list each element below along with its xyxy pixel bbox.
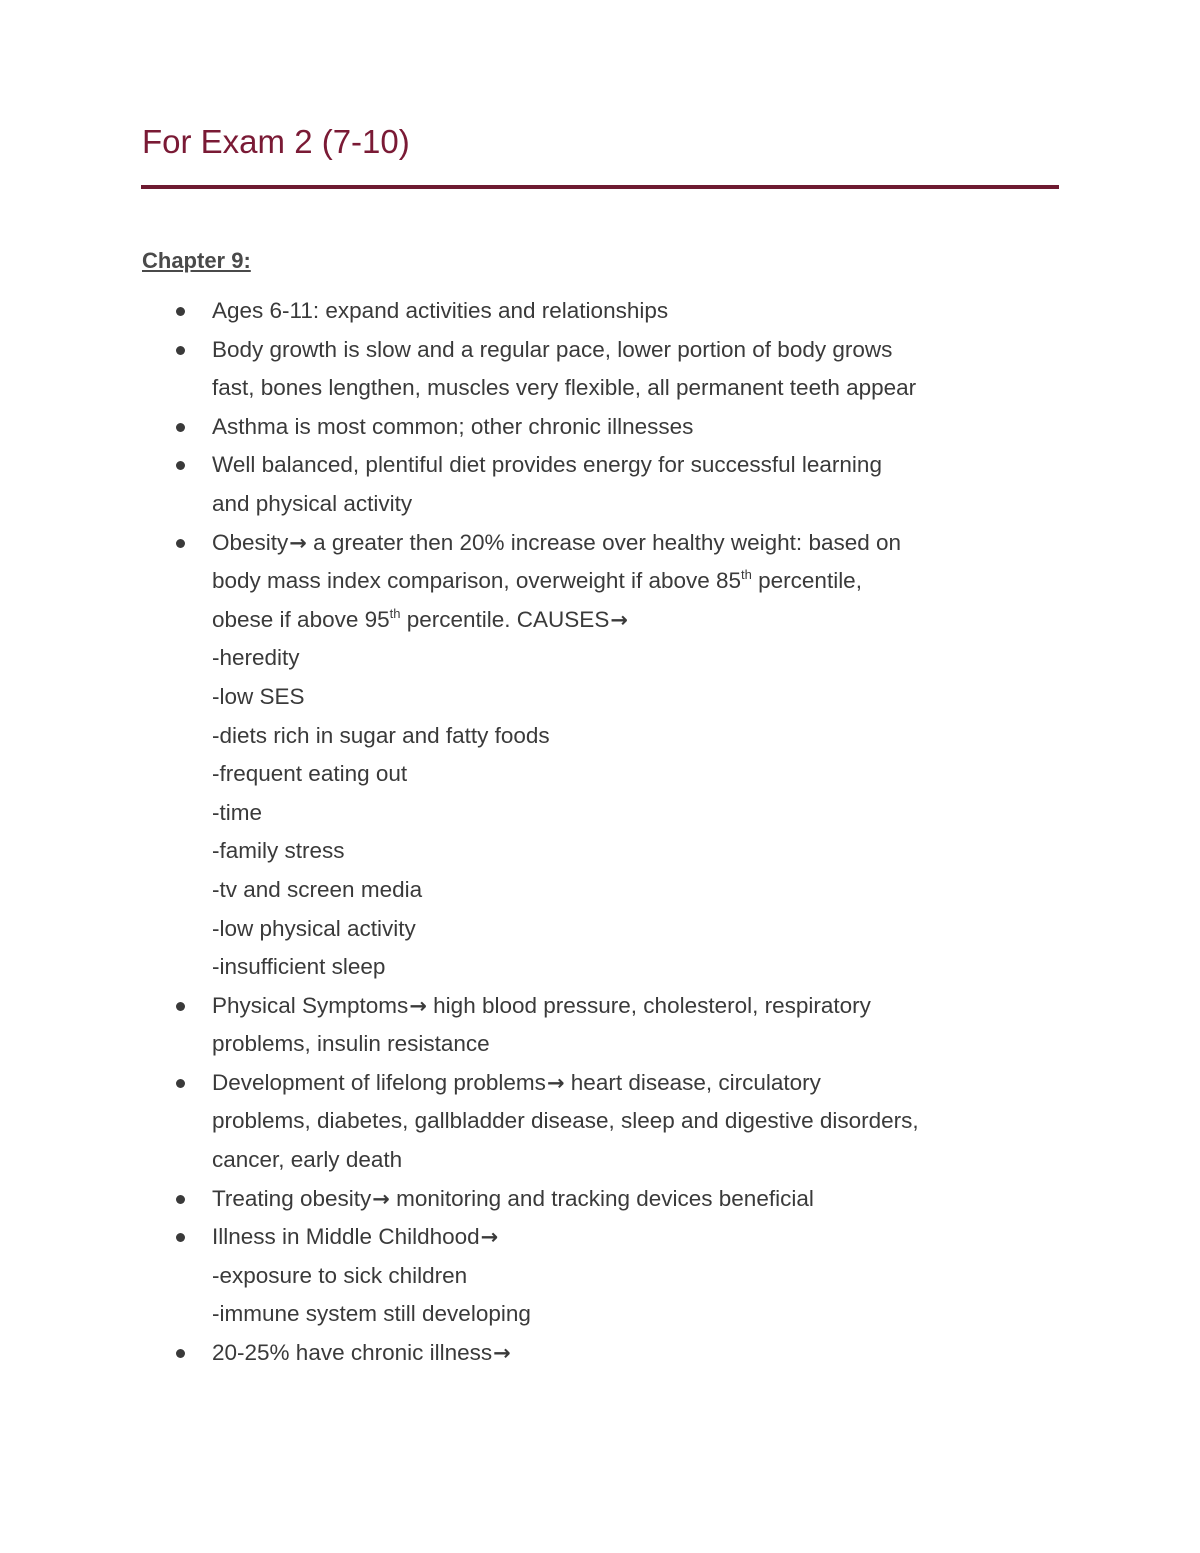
bullet-icon xyxy=(176,307,185,316)
cause-item: -low SES xyxy=(212,683,305,709)
cause-item: -family stress xyxy=(212,838,345,864)
list-item-text: high blood pressure, cholesterol, respiratory xyxy=(426,992,871,1018)
bullet-icon xyxy=(176,1233,185,1242)
bullet-icon xyxy=(176,1002,185,1011)
list-item-text: a greater then 20% increase over healthy weight: based on xyxy=(306,529,902,555)
bullet-list xyxy=(0,292,1200,1373)
bullet-icon xyxy=(176,1195,185,1204)
term-label: Development of lifelong problems xyxy=(212,1069,546,1095)
list-item-line xyxy=(212,1334,1072,1373)
cause-item: -insufficient sleep xyxy=(212,954,386,980)
term-label: Illness in Middle Childhood xyxy=(212,1224,480,1250)
list-item-obesity xyxy=(0,524,1072,987)
list-item xyxy=(0,446,1072,523)
list-item-text: problems, diabetes, gallbladder disease, sleep and digestive disorders, xyxy=(212,1108,919,1134)
cause-item: -heredity xyxy=(212,645,300,671)
list-item xyxy=(0,408,1072,447)
superscript: th xyxy=(389,605,401,621)
list-item-line xyxy=(212,987,1072,1026)
bullet-icon xyxy=(176,346,185,355)
list-item-text: Asthma is most common; other chronic illnesses xyxy=(212,413,694,439)
list-item-line xyxy=(212,1180,1072,1219)
right-arrow-icon: → xyxy=(409,993,427,1018)
title-underline-rule xyxy=(141,185,1059,189)
term-label: 20-25% have chronic illness xyxy=(212,1340,493,1366)
list-item xyxy=(0,1180,1072,1219)
list-item xyxy=(0,1334,1072,1373)
right-arrow-icon: → xyxy=(372,1186,390,1211)
list-item-text: obese if above 95 xyxy=(212,606,390,632)
term-label: Treating obesity xyxy=(212,1185,372,1211)
list-item xyxy=(0,1218,1072,1334)
cause-item: -tv and screen media xyxy=(212,876,423,902)
term-label: Physical Symptoms xyxy=(212,992,409,1018)
right-arrow-icon: → xyxy=(480,1225,499,1250)
list-item-text: Body growth is slow and a regular pace, lower portion of body grows xyxy=(212,336,893,362)
bullet-icon xyxy=(176,423,185,432)
list-item xyxy=(0,292,1072,331)
list-item-text: cancer, early death xyxy=(212,1147,403,1173)
list-item-text: fast, bones lengthen, muscles very flexible, all permanent teeth appear xyxy=(212,375,917,401)
list-item-text: problems, insulin resistance xyxy=(212,1031,490,1057)
sub-item: -exposure to sick children xyxy=(212,1262,468,1288)
list-item-text: Well balanced, plentiful diet provides energy for successful learning xyxy=(212,452,882,478)
cause-item: -frequent eating out xyxy=(212,761,408,787)
term-label: Obesity xyxy=(212,529,289,555)
cause-item: -diets rich in sugar and fatty foods xyxy=(212,722,550,748)
list-item xyxy=(0,331,1072,408)
bullet-icon xyxy=(176,1079,185,1088)
chapter-heading: Chapter 9: xyxy=(142,248,251,273)
right-arrow-icon: → xyxy=(289,530,307,555)
cause-item: -low physical activity xyxy=(212,915,416,941)
list-item-text: and physical activity xyxy=(212,490,413,516)
list-item-text: percentile. CAUSES xyxy=(400,606,610,632)
bullet-icon xyxy=(176,461,185,470)
list-item-text: heart disease, circulatory xyxy=(564,1069,821,1095)
bullet-icon xyxy=(176,1349,185,1358)
bullet-icon xyxy=(176,539,185,548)
obesity-line-1 xyxy=(212,524,1072,563)
list-item-text: Ages 6-11: expand activities and relationships xyxy=(212,298,669,323)
sub-item: -immune system still developing xyxy=(212,1301,531,1327)
right-arrow-icon: → xyxy=(610,607,628,632)
superscript: th xyxy=(741,567,752,583)
document-title: For Exam 2 (7-10) xyxy=(142,123,410,160)
list-item-line xyxy=(212,1064,1072,1103)
list-item-line xyxy=(212,1218,1072,1257)
obesity-line-3 xyxy=(212,601,1072,640)
list-item-text: percentile, xyxy=(751,568,862,594)
right-arrow-icon: → xyxy=(493,1341,511,1366)
list-item xyxy=(0,1064,1072,1180)
right-arrow-icon: → xyxy=(546,1070,565,1095)
cause-item: -time xyxy=(212,799,262,825)
obesity-line-2 xyxy=(212,562,1072,601)
list-item xyxy=(0,987,1072,1064)
list-item-text: body mass index comparison, overweight if above 85 xyxy=(212,568,742,594)
list-item-text: monitoring and tracking devices beneficial xyxy=(389,1185,814,1211)
